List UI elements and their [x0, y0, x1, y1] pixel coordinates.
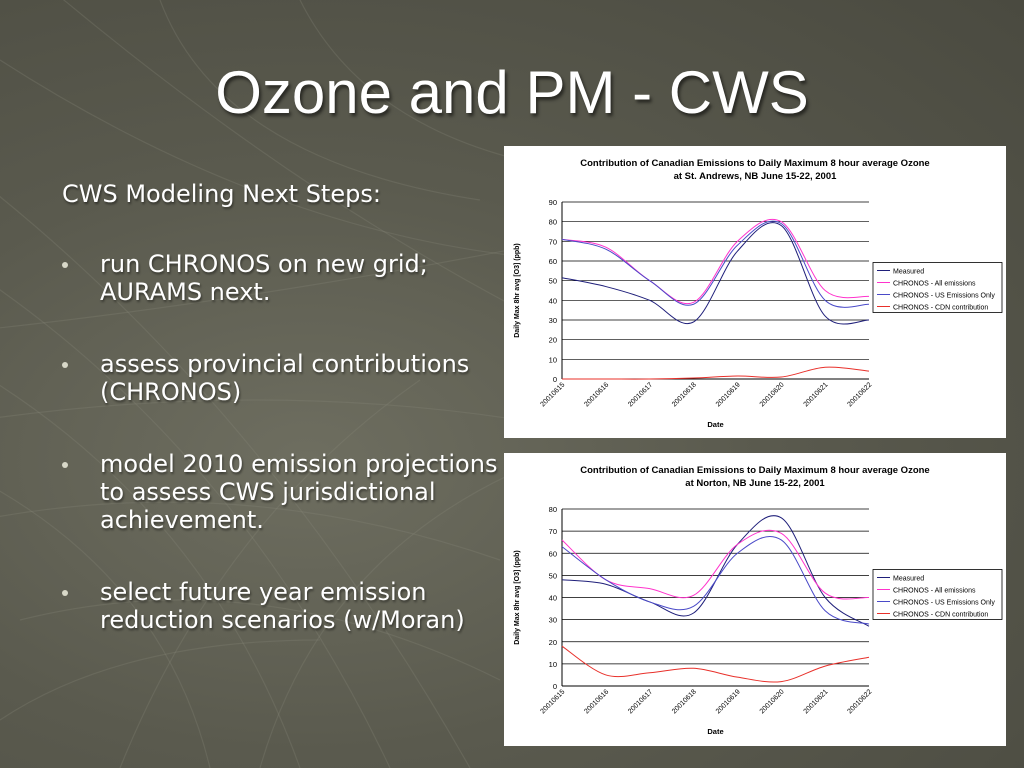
x-tick-label: 20010620	[758, 688, 786, 716]
x-tick-label: 20010618	[671, 688, 698, 716]
x-tick-label: 20010622	[846, 688, 874, 716]
bullet-icon	[62, 262, 68, 268]
x-tick-label: 20010619	[714, 688, 742, 716]
bullet-text: select future year emission reduction scenarios (w/Moran)	[100, 578, 465, 634]
y-tick-label: 0	[552, 682, 557, 691]
legend-label: CHRONOS - US Emissions Only	[893, 599, 995, 607]
chart-title: Contribution of Canadian Emissions to Daily Maximum 8 hour average Ozone	[580, 158, 930, 169]
series-line	[562, 367, 869, 379]
y-tick-label: 20	[548, 637, 557, 647]
bullet-text: model 2010 emission projections to assess CWS jurisdictional achievement.	[100, 450, 498, 534]
y-tick-label: 30	[548, 615, 557, 625]
y-tick-label: 90	[548, 198, 557, 207]
series-line	[562, 530, 869, 599]
y-tick-label: 60	[548, 549, 557, 559]
x-axis-label: Date	[707, 420, 724, 429]
y-tick-label: 20	[548, 335, 557, 345]
y-tick-label: 10	[548, 659, 557, 669]
legend-label: Measured	[893, 575, 925, 583]
slide-subheading: CWS Modeling Next Steps:	[62, 180, 381, 208]
x-tick-label: 20010620	[758, 381, 786, 409]
bullet-icon	[62, 362, 68, 368]
x-tick-label: 20010617	[627, 381, 655, 409]
y-axis-label: Daily Max 8hr avg [O3] (ppb)	[514, 550, 521, 645]
series-line	[562, 221, 869, 307]
legend-label: Measured	[893, 268, 925, 276]
x-tick-label: 20010615	[539, 381, 567, 409]
y-tick-label: 50	[548, 571, 557, 581]
y-tick-label: 80	[548, 217, 557, 227]
y-tick-label: 40	[548, 593, 557, 603]
y-tick-label: 40	[548, 296, 557, 306]
chart-svg	[504, 146, 1006, 438]
bullet-item	[62, 450, 502, 534]
chart-subtitle: at Norton, NB June 15-22, 2001	[685, 478, 825, 489]
y-tick-label: 60	[548, 257, 557, 266]
legend-label: CHRONOS - CDN contribution	[893, 304, 989, 312]
x-tick-label: 20010621	[802, 688, 830, 716]
series-line	[562, 219, 869, 303]
x-tick-label: 20010615	[539, 688, 567, 716]
chart-title: Contribution of Canadian Emissions to Daily Maximum 8 hour average Ozone	[580, 465, 930, 476]
chart-st-andrews	[504, 146, 1006, 438]
chart-norton	[504, 453, 1006, 746]
bullet-item	[62, 578, 502, 634]
legend-label: CHRONOS - US Emissions Only	[893, 292, 995, 300]
legend-label: CHRONOS - All emissions	[893, 587, 976, 595]
legend-label: CHRONOS - CDN contribution	[893, 611, 989, 619]
y-tick-label: 70	[548, 527, 557, 537]
bullet-icon	[62, 462, 68, 468]
y-tick-label: 10	[548, 355, 557, 365]
bullet-list	[62, 250, 502, 678]
series-line	[562, 536, 869, 624]
chart-svg	[504, 453, 1006, 746]
x-tick-label: 20010619	[714, 381, 742, 409]
bullet-text: assess provincial contributions (CHRONOS)	[100, 350, 470, 406]
series-line	[562, 223, 869, 325]
x-tick-label: 20010617	[627, 688, 655, 716]
slide-title: Ozone and PM - CWS	[215, 59, 809, 126]
x-tick-label: 20010622	[846, 381, 874, 409]
bullet-text: run CHRONOS on new grid; AURAMS next.	[100, 250, 428, 306]
bullet-icon	[62, 590, 68, 596]
bullet-item	[62, 250, 502, 306]
chart-subtitle: at St. Andrews, NB June 15-22, 2001	[673, 171, 837, 182]
x-tick-label: 20010618	[671, 381, 698, 409]
legend-label: CHRONOS - All emissions	[893, 280, 976, 288]
y-tick-label: 30	[548, 316, 557, 325]
x-tick-label: 20010621	[802, 381, 830, 409]
y-tick-label: 70	[548, 237, 557, 247]
x-axis-label: Date	[707, 727, 724, 736]
x-tick-label: 20010616	[583, 688, 611, 716]
y-tick-label: 80	[548, 505, 557, 514]
y-axis-label: Daily Max 8hr avg [O3] (ppb)	[514, 243, 521, 338]
x-tick-label: 20010616	[583, 381, 611, 409]
y-tick-label: 0	[552, 375, 557, 384]
bullet-item	[62, 350, 502, 406]
y-tick-label: 50	[548, 276, 557, 286]
